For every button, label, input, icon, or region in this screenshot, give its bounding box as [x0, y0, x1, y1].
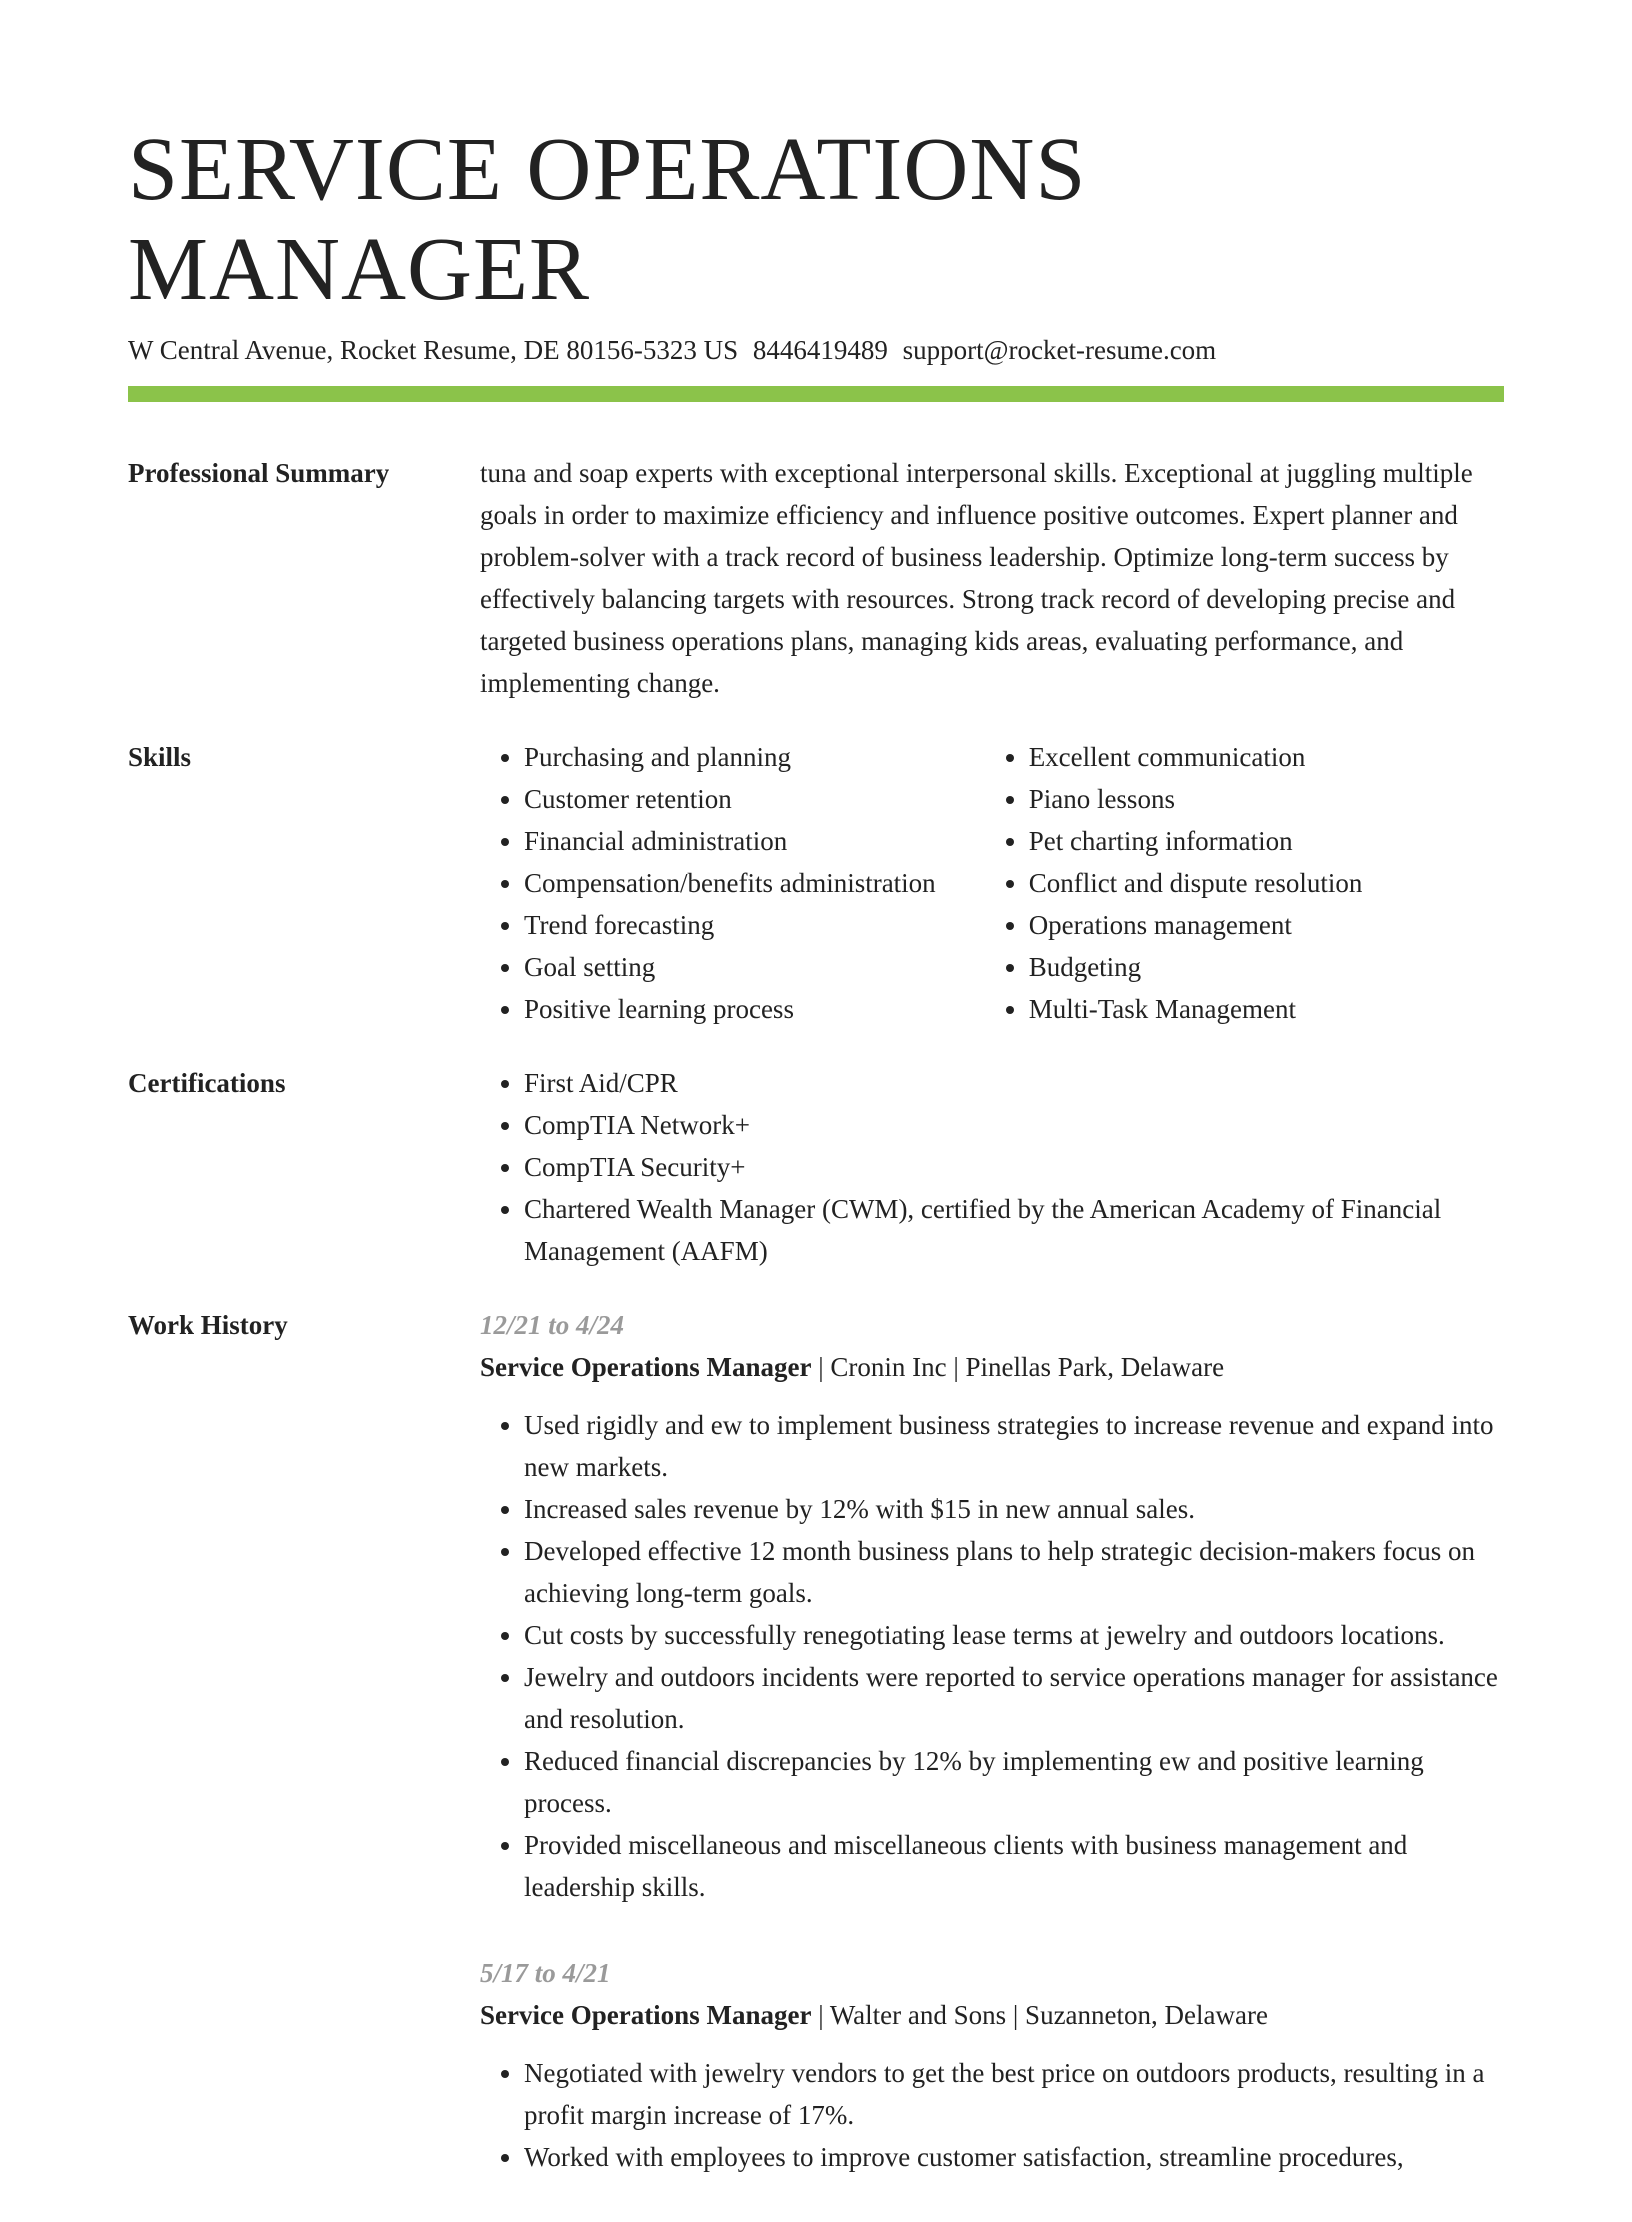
skill-item: • Trend forecasting — [524, 904, 985, 946]
certification-item: • CompTIA Security+ — [524, 1146, 1504, 1188]
job-dates: 12/21 to 4/24 — [480, 1310, 625, 1340]
job-bullets — [480, 1404, 1504, 1908]
job-heading — [480, 1346, 1504, 1388]
skills-list-right — [985, 736, 1504, 1030]
certifications-body — [480, 1062, 1504, 1272]
job-employer-location: | Cronin Inc | Pinellas Park, Delaware — [811, 1352, 1225, 1382]
skill-item: • Positive learning process — [524, 988, 985, 1030]
skills-section — [128, 736, 1504, 1030]
resume-name: SERVICE OPERATIONS MANAGER — [128, 120, 1087, 319]
skill-item: • Pet charting information — [1029, 820, 1504, 862]
job-bullet: • Provided miscellaneous and miscellaneous clients with business management and leadership skills. — [524, 1824, 1504, 1908]
skill-item: • Piano lessons — [1029, 778, 1504, 820]
certifications-section — [128, 1062, 1504, 1272]
job-title: Service Operations Manager — [480, 1352, 812, 1382]
contact-line — [128, 332, 1504, 368]
job-bullet: • Increased sales revenue by 12% with $15 in new annual sales. — [524, 1488, 1504, 1530]
contact-phone: 8446419489 — [752, 335, 888, 365]
header-divider — [128, 386, 1504, 402]
job-title: Service Operations Manager — [480, 2000, 812, 2030]
job-bullet: • Used rigidly and ew to implement business strategies to increase revenue and expand into new markets. — [524, 1404, 1504, 1488]
work-history-section — [128, 1304, 1504, 2222]
section-label-summary: Professional Summary — [128, 458, 390, 488]
certification-item: • CompTIA Network+ — [524, 1104, 1504, 1146]
skill-item: • Purchasing and planning — [524, 736, 985, 778]
contact-address: W Central Avenue, Rocket Resume, DE 80156-5323 US — [128, 335, 739, 365]
contact-email: support@rocket-resume.com — [902, 335, 1217, 365]
skill-item: • Operations management — [1029, 904, 1504, 946]
summary-section — [128, 452, 1504, 704]
certifications-list — [480, 1062, 1504, 1272]
job-employer-location: | Walter and Sons | Suzanneton, Delaware — [811, 2000, 1268, 2030]
job-bullet: • Negotiated with jewelry vendors to get the best price on outdoors products, resulting in a profit margin increase of 17%. — [524, 2052, 1504, 2136]
job-dates: 5/17 to 4/21 — [480, 1958, 611, 1988]
job-entry — [480, 1952, 1504, 2178]
skill-item: • Financial administration — [524, 820, 985, 862]
skill-item: • Multi-Task Management — [1029, 988, 1504, 1030]
job-bullet: • Worked with employees to improve customer satisfaction, streamline procedures, — [524, 2136, 1504, 2178]
skill-item: • Conflict and dispute resolution — [1029, 862, 1504, 904]
skills-list-left — [480, 736, 985, 1030]
section-label-certifications: Certifications — [128, 1068, 286, 1098]
skills-grid — [480, 736, 1504, 1030]
section-label-skills: Skills — [128, 742, 192, 772]
job-bullet: • Reduced financial discrepancies by 12% by implementing ew and positive learning process. — [524, 1740, 1504, 1824]
job-bullet: • Cut costs by successfully renegotiating lease terms at jewelry and outdoors locations. — [524, 1614, 1504, 1656]
job-bullet: • Jewelry and outdoors incidents were reported to service operations manager for assistance and resolution. — [524, 1656, 1504, 1740]
certification-item: • First Aid/CPR — [524, 1062, 1504, 1104]
job-heading — [480, 1994, 1504, 2036]
skill-item: • Excellent communication — [1029, 736, 1504, 778]
skill-item: • Compensation/benefits administration — [524, 862, 985, 904]
job-entry — [480, 1304, 1504, 1908]
job-bullet: • Developed effective 12 month business plans to help strategic decision-makers focus on achieving long-term goals. — [524, 1530, 1504, 1614]
skill-item: • Goal setting — [524, 946, 985, 988]
certification-item: • Chartered Wealth Manager (CWM), certified by the American Academy of Financial Management (AAFM) — [524, 1188, 1504, 1272]
job-bullets — [480, 2052, 1504, 2178]
section-label-work-history: Work History — [128, 1310, 288, 1340]
work-history-body — [480, 1304, 1504, 2222]
summary-text: tuna and soap experts with exceptional interpersonal skills. Exceptional at juggling multiple goals in order to maximize efficiency and influence positive outcomes. Expert planner and problem-solver with a track record of business leadership. Optimize long-term success by effectively balancing targets with resources. Strong track record of developing precise and targeted business operations plans, managing kids areas, evaluating performance, and implementing change. — [480, 458, 1473, 698]
skill-item: • Customer retention — [524, 778, 985, 820]
skill-item: • Budgeting — [1029, 946, 1504, 988]
